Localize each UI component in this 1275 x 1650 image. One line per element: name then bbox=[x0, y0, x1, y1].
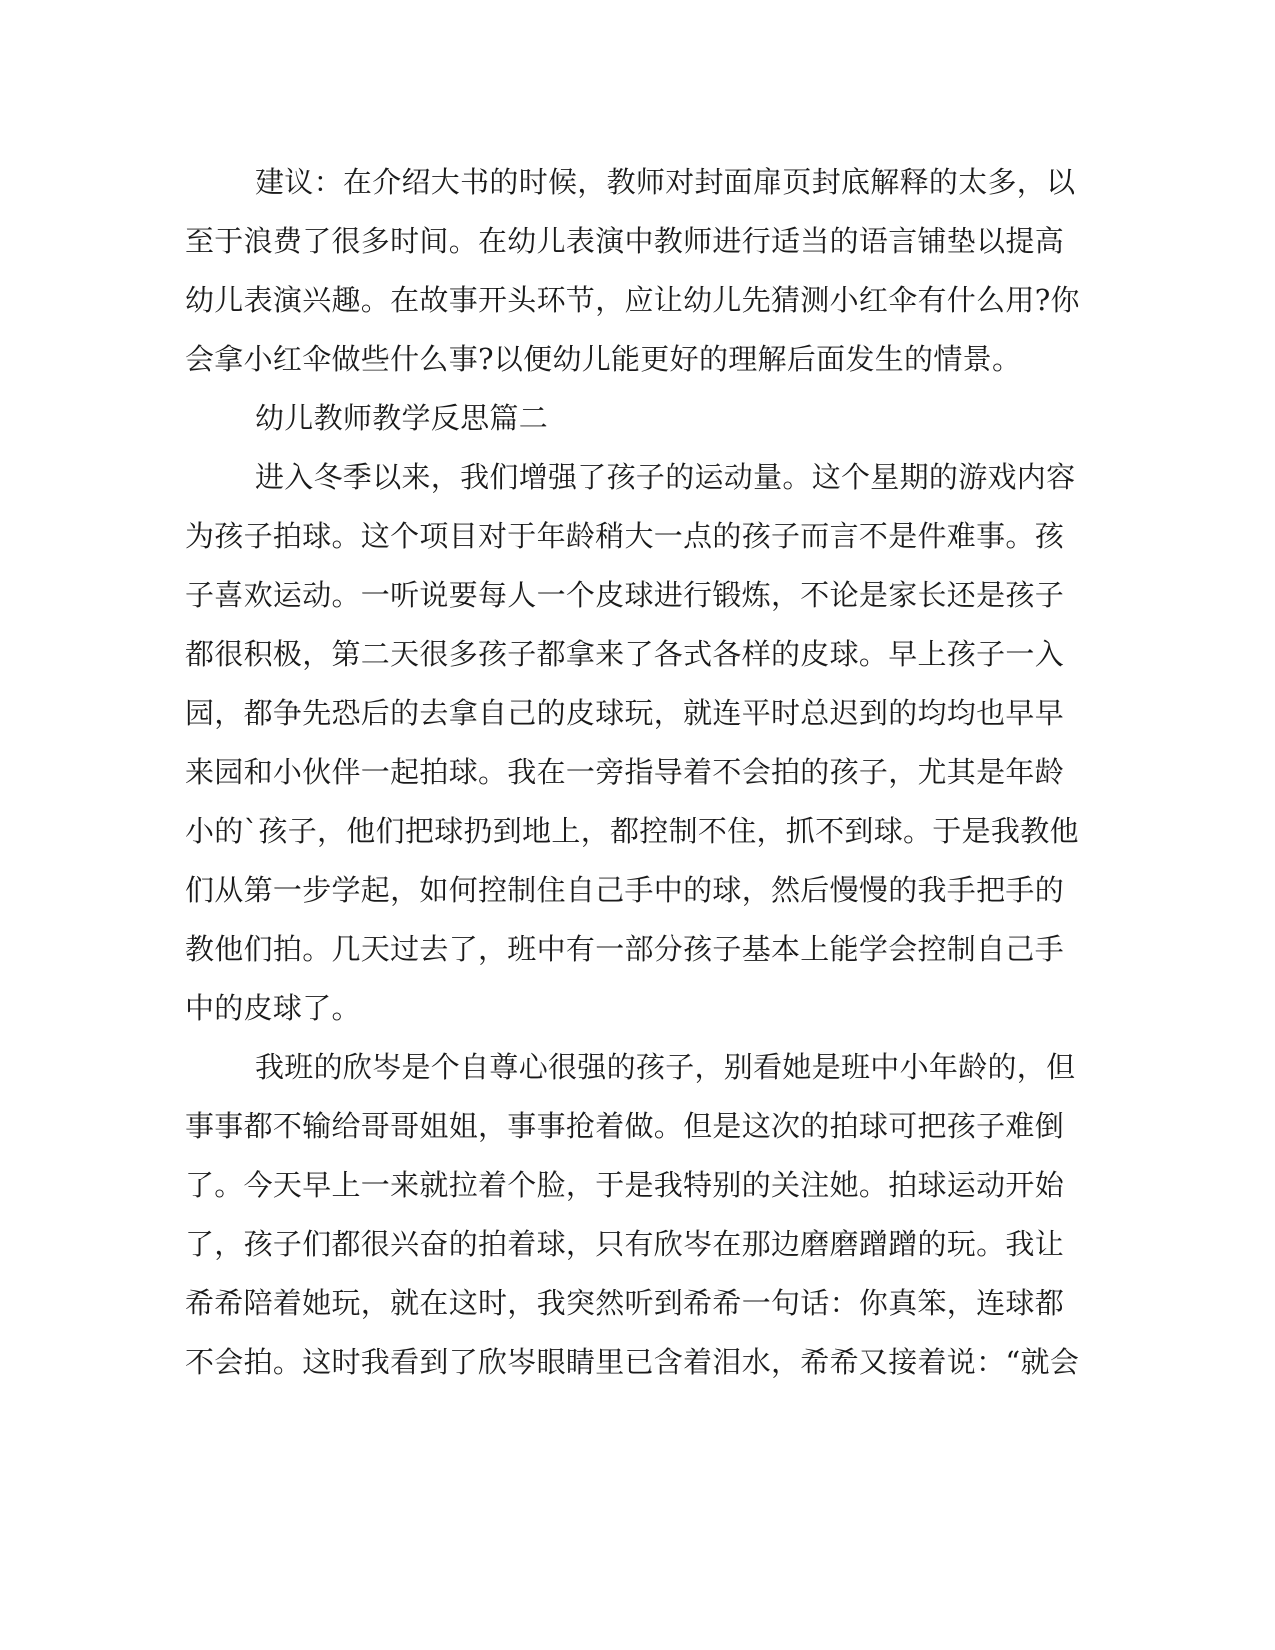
paragraph-1-line-1: 建议：在介绍大书的时候，教师对封面扉页封底解释的太多，以 bbox=[255, 165, 1076, 199]
paragraph-1-line-3: 幼儿表演兴趣。在故事开头环节，应让幼儿先猜测小红伞有什么用?你 bbox=[185, 283, 1080, 317]
paragraph-3-line-5: 希希陪着她玩，就在这时，我突然听到希希一句话：你真笨，连球都 bbox=[185, 1286, 1065, 1320]
paragraph-3-line-4: 了，孩子们都很兴奋的拍着球，只有欣岑在那边磨磨蹭蹭的玩。我让 bbox=[185, 1227, 1065, 1261]
paragraph-2-line-1: 进入冬季以来，我们增强了孩子的运动量。这个星期的游戏内容 bbox=[255, 460, 1076, 494]
section-heading: 幼儿教师教学反思篇二 bbox=[255, 401, 549, 435]
paragraph-2-line-5: 园，都争先恐后的去拿自己的皮球玩，就连平时总迟到的均均也早早 bbox=[185, 696, 1065, 730]
paragraph-3-line-2: 事事都不输给哥哥姐姐，事事抢着做。但是这次的拍球可把孩子难倒 bbox=[185, 1109, 1065, 1143]
paragraph-3-line-1: 我班的欣岑是个自尊心很强的孩子，别看她是班中小年龄的，但 bbox=[255, 1050, 1076, 1084]
paragraph-2-line-4: 都很积极，第二天很多孩子都拿来了各式各样的皮球。早上孩子一入 bbox=[185, 637, 1065, 671]
paragraph-2-line-8: 们从第一步学起，如何控制住自己手中的球，然后慢慢的我手把手的 bbox=[185, 873, 1065, 907]
paragraph-3-line-6: 不会拍。这时我看到了欣岑眼睛里已含着泪水，希希又接着说：“就会 bbox=[185, 1345, 1080, 1379]
paragraph-3-line-3: 了。今天早上一来就拉着个脸，于是我特别的关注她。拍球运动开始 bbox=[185, 1168, 1065, 1202]
paragraph-2-line-3: 子喜欢运动。一听说要每人一个皮球进行锻炼，不论是家长还是孩子 bbox=[185, 578, 1065, 612]
paragraph-1-line-2: 至于浪费了很多时间。在幼儿表演中教师进行适当的语言铺垫以提高 bbox=[185, 224, 1065, 258]
paragraph-1-line-4: 会拿小红伞做些什么事?以便幼儿能更好的理解后面发生的情景。 bbox=[185, 342, 1022, 376]
paragraph-2-line-9: 教他们拍。几天过去了，班中有一部分孩子基本上能学会控制自己手 bbox=[185, 932, 1065, 966]
paragraph-2-line-6: 来园和小伙伴一起拍球。我在一旁指导着不会拍的孩子，尤其是年龄 bbox=[185, 755, 1065, 789]
paragraph-2-line-7: 小的`孩子，他们把球扔到地上，都控制不住，抓不到球。于是我教他 bbox=[185, 814, 1079, 848]
paragraph-2-line-10: 中的皮球了。 bbox=[185, 991, 361, 1025]
paragraph-2-line-2: 为孩子拍球。这个项目对于年龄稍大一点的孩子而言不是件难事。孩 bbox=[185, 519, 1065, 553]
